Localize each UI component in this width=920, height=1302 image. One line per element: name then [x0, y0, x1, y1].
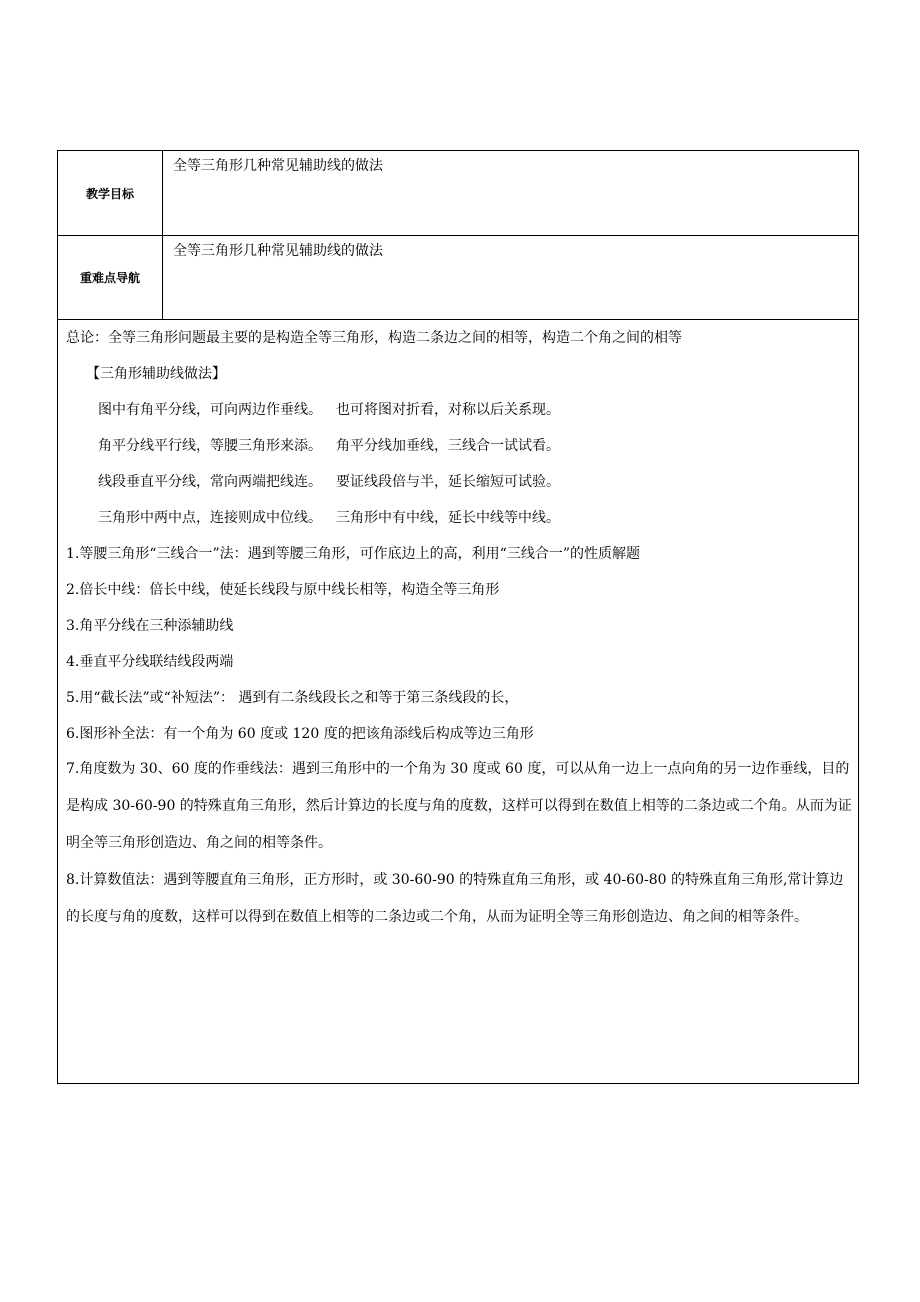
teaching-goal-row: [58, 151, 858, 236]
poem-line-first: 图中有角平分线，可向两边作垂线。: [98, 402, 322, 418]
teaching-goal-label: 教学目标: [58, 151, 163, 235]
poem-line: [66, 436, 852, 472]
list-item: 2.倍长中线：倍长中线，使延长线段与原中线长相等，构造全等三角形: [66, 582, 500, 598]
teaching-goal-value: 全等三角形几种常见辅助线的做法: [173, 158, 383, 174]
list-item: 6.图形补全法：有一个角为 60 度或 120 度的把该角添线后构成等边三角形: [66, 726, 534, 742]
content-body: [66, 328, 852, 936]
list-item-7: 7.角度数为 30、60 度的作垂线法：遇到三角形中的一个角为 30 度或 60 度，可以从角一边上一点向角的另一边作垂线，目的是构成 30-60-90 的特殊直角三角形，然后计算边的长度与角的度数，这样可以得到在数值上相等的二条边或二个角。从而为证明全等三角形创造边、角之间的相等条件。: [66, 761, 852, 851]
poem-line: [66, 400, 852, 436]
key-points-label: 重难点导航: [58, 236, 163, 319]
poem-line-second: 角平分线加垂线，三线合一试试看。: [336, 438, 560, 454]
list-item: 5.用“截长法”或“补短法”： 遇到有二条线段长之和等于第三条线段的长，: [66, 690, 519, 706]
list-item-8: 8.计算数值法：遇到等腰直角三角形，正方形时，或 30-60-90 的特殊直角三角形，或 40-60-80 的特殊直角三角形,常计算边的长度与角的度数，这样可以得到在数值上相等的二条边或二个角，从而为证明全等三角形创造边、角之间的相等条件。: [66, 872, 844, 925]
poem-line-first: 三角形中两中点，连接则成中位线。: [98, 510, 322, 526]
poem-line-second: 三角形中有中线，延长中线等中线。: [336, 510, 560, 526]
poem-line-second: 要证线段倍与半，延长缩短可试验。: [336, 474, 560, 490]
list-item: 1.等腰三角形“三线合一”法：遇到等腰三角形，可作底边上的高，利用“三线合一”的性质解题: [66, 546, 640, 562]
key-points-value: 全等三角形几种常见辅助线的做法: [173, 243, 383, 259]
lesson-table: [57, 150, 859, 1084]
poem-line-first: 角平分线平行线，等腰三角形来添。: [98, 438, 322, 454]
list-item: 4.垂直平分线联结线段两端: [66, 654, 234, 670]
poem-line: [66, 472, 852, 508]
poem-line-first: 线段垂直平分线，常向两端把线连。: [98, 474, 322, 490]
section-title: 【三角形辅助线做法】: [86, 366, 226, 382]
poem-line-second: 也可将图对折看，对称以后关系现。: [336, 402, 560, 418]
poem-line: [66, 508, 852, 544]
intro-text: 总论：全等三角形问题最主要的是构造全等三角形，构造二条边之间的相等，构造二个角之间的相等: [66, 330, 682, 346]
key-points-row: [58, 236, 858, 320]
list-item: 3.角平分线在三种添辅助线: [66, 618, 234, 634]
content-row: [58, 320, 858, 1083]
